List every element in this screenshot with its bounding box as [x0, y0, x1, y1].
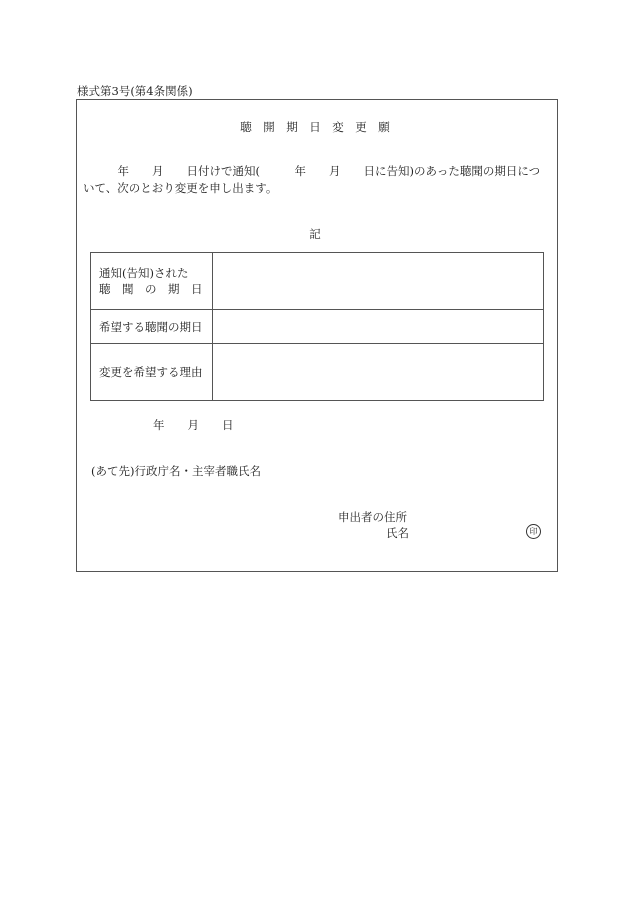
- row-label: 変更を希望する理由: [91, 344, 213, 401]
- form-title: 聴 開 期 日 変 更 願: [240, 120, 390, 134]
- notified-date-field[interactable]: [213, 253, 544, 310]
- desired-date-field[interactable]: [213, 310, 544, 344]
- body-line-2: いて、次のとおり変更を申し出ます。: [83, 181, 278, 195]
- label-line: 通知(告知)された: [99, 266, 189, 280]
- addressee: (あて先)行政庁名・主宰者職氏名: [91, 464, 261, 478]
- application-table: [90, 252, 544, 401]
- reason-field[interactable]: [213, 344, 544, 401]
- body-line-1: 年 月 日付けで通知( 年 月 日に告知)のあった聴聞の期日につ: [83, 164, 541, 178]
- ki-heading: 記: [309, 227, 321, 241]
- applicant-address-label: 申出者の住所: [338, 510, 407, 524]
- applicant-name-label: 氏名: [386, 526, 409, 540]
- table-row: [91, 344, 544, 401]
- row-label: [91, 253, 213, 310]
- form-number: 様式第3号(第4条関係): [77, 84, 193, 98]
- row-label: 希望する聴聞の期日: [91, 310, 213, 344]
- table-row: [91, 310, 544, 344]
- table-row: [91, 253, 544, 310]
- date-line: 年 月 日: [153, 418, 234, 432]
- label-line: 聴 聞 の 期 日: [99, 282, 203, 296]
- seal-icon: 印: [526, 524, 541, 539]
